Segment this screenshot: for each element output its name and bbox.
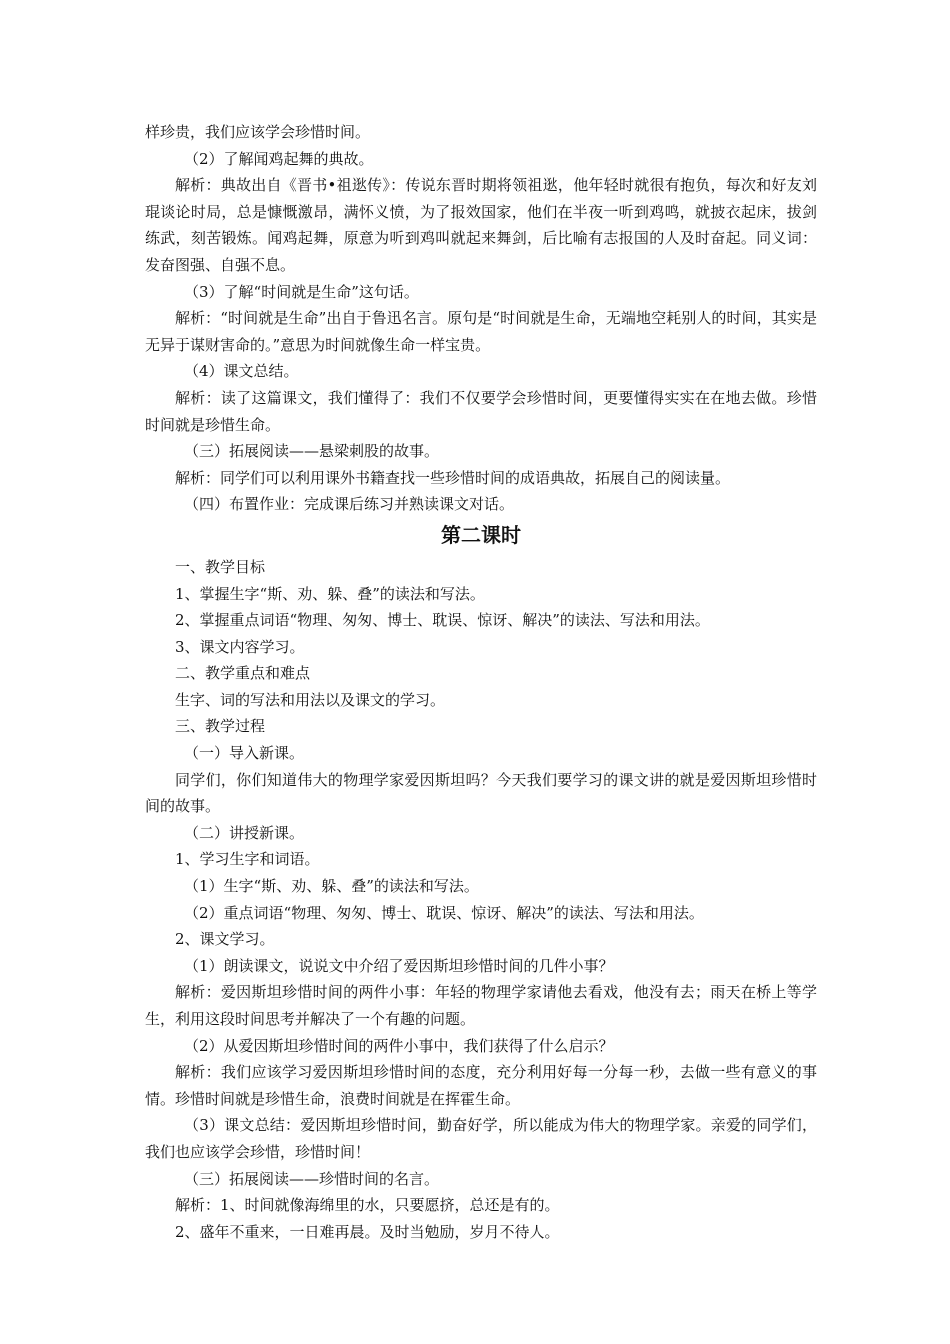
paragraph: 解析：“时间就是生命”出自于鲁迅名言。原句是“时间就是生命，无端地空耗别人的时间，其实是无异于谋财害命的。”意思为时间就像生命一样宝贵。 — [145, 309, 817, 354]
section-part2 — [145, 554, 817, 1245]
paragraph: （2）重点词语“物理、匆匆、博士、耽误、惊讶、解决”的读法、写法和用法。 — [184, 903, 704, 922]
paragraph: （1）朗读课文，说说文中介绍了爱因斯坦珍惜时间的几件小事？ — [184, 956, 614, 975]
paragraph: （4）课文总结。 — [184, 362, 299, 381]
paragraph: （三）拓展阅读——悬梁刺股的故事。 — [184, 442, 440, 461]
paragraph: 1、学习生字和词语。 — [175, 850, 320, 869]
section-part1 — [145, 119, 817, 518]
paragraph: （3）了解“时间就是生命”这句话。 — [184, 282, 419, 301]
paragraph: （2）了解闻鸡起舞的典故。 — [184, 149, 374, 168]
paragraph: 生字、词的写法和用法以及课文的学习。 — [175, 690, 446, 709]
paragraph: （二）讲授新课。 — [184, 823, 305, 842]
paragraph: 2、掌握重点词语“物理、匆匆、博士、耽误、惊讶、解决”的读法、写法和用法。 — [175, 611, 710, 630]
paragraph: 样珍贵，我们应该学会珍惜时间。 — [145, 123, 371, 141]
paragraph: （1）生字“斯、劝、躲、叠”的读法和写法。 — [184, 877, 479, 896]
paragraph: 3、课文内容学习。 — [175, 637, 305, 656]
paragraph: 解析：读了这篇课文，我们懂得了：我们不仅要学会珍惜时间，更要懂得实实在在地去做。珍惜时间就是珍惜生命。 — [145, 388, 817, 434]
paragraph: 解析：同学们可以利用课外书籍查找一些珍惜时间的成语典故，拓展自己的阅读量。 — [175, 468, 731, 487]
paragraph: 解析：爱因斯坦珍惜时间的两件小事：年轻的物理学家请他去看戏，他没有去；雨天在桥上等学生，利用这段时间思考并解决了一个有趣的问题。 — [145, 983, 817, 1028]
paragraph: 2、盛年不重来，一日难再晨。及时当勉励，岁月不待人。 — [175, 1222, 560, 1241]
paragraph: （四）布置作业：完成课后练习并熟读课文对话。 — [184, 495, 515, 514]
paragraph: 一、教学目标 — [175, 557, 266, 576]
paragraph: 三、教学过程 — [175, 717, 266, 736]
section-heading: 第二课时 — [441, 522, 521, 547]
paragraph: 解析：我们应该学习爱因斯坦珍惜时间的态度，充分利用好每一分每一秒，去做一些有意义的事情。珍惜时间就是珍惜生命，浪费时间就是在挥霍生命。 — [145, 1063, 817, 1108]
paragraph: 1、掌握生字“斯、劝、躲、叠”的读法和写法。 — [175, 584, 485, 603]
paragraph: （三）拓展阅读——珍惜时间的名言。 — [184, 1169, 440, 1188]
paragraph: 解析：典故出自《晋书•祖逖传》：传说东晋时期将领祖逖，他年轻时就很有抱负，每次和好友刘琨谈论时局，总是慷慨激昂，满怀义愤，为了报效国家，他们在半夜一听到鸡鸣，就披衣起床，拔剑练武，刻苦锻炼。闻鸡起舞，原意为听到鸡叫就起来舞剑，后比喻有志报国的人及时奋起。同义词：发奋图强、自强不息。 — [145, 176, 817, 274]
document-body — [145, 119, 817, 1245]
paragraph: （一）导入新课。 — [184, 744, 305, 763]
paragraph: （3）课文总结：爱因斯坦珍惜时间，勤奋好学，所以能成为伟大的物理学家。亲爱的同学们，我们也应该学会珍惜，珍惜时间！ — [145, 1116, 817, 1161]
paragraph: （2）从爱因斯坦珍惜时间的两件小事中，我们获得了什么启示？ — [184, 1036, 614, 1055]
paragraph: 同学们，你们知道伟大的物理学家爱因斯坦吗？今天我们要学习的课文讲的就是爱因斯坦珍惜时间的故事。 — [145, 770, 817, 816]
paragraph: 解析：1、时间就像海绵里的水，只要愿挤，总还是有的。 — [175, 1196, 560, 1215]
paragraph: 2、课文学习。 — [175, 930, 275, 949]
paragraph: 二、教学重点和难点 — [175, 664, 311, 683]
